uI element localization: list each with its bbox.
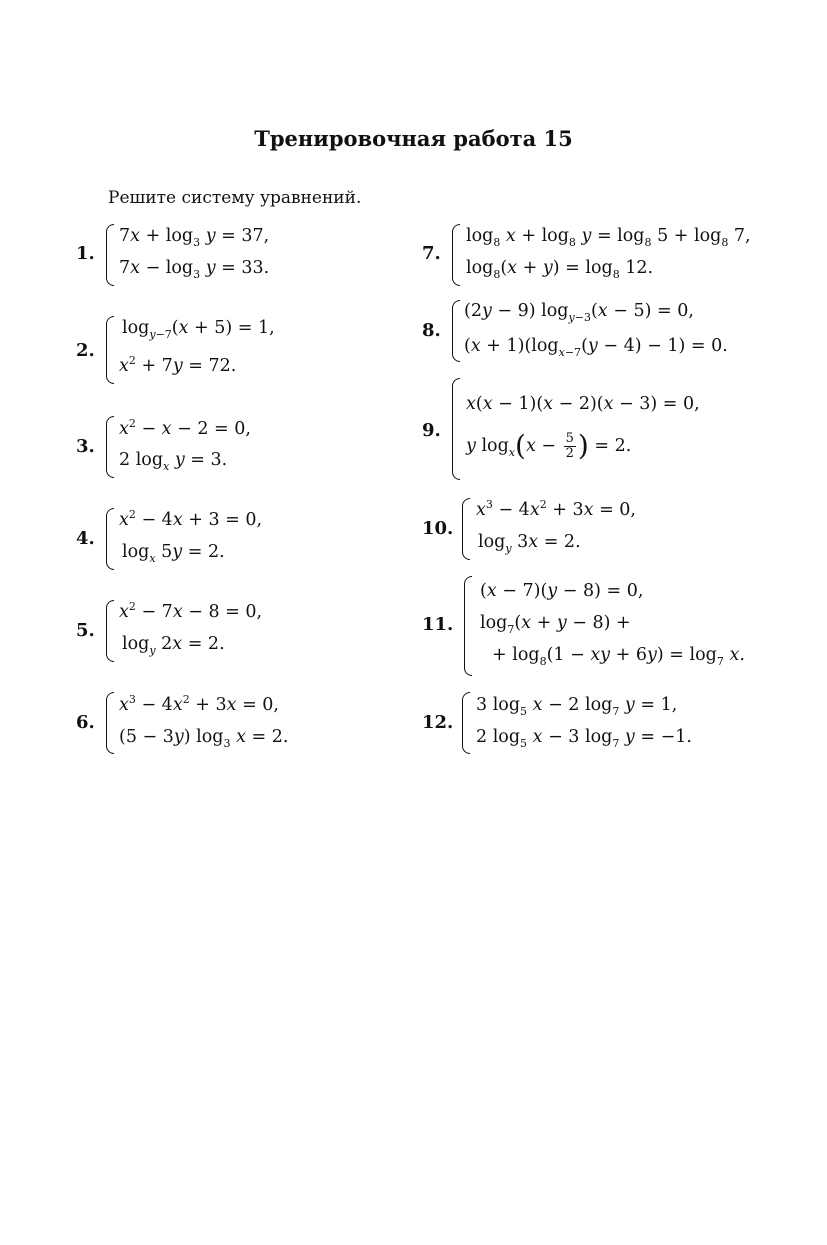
equation-line: (5 − 3y) $\log_3 x = 2$. [119, 727, 289, 750]
equation-line: $x^3 - 4x^2 + 3x = 0$, [476, 498, 636, 520]
system-brace [452, 224, 460, 286]
problem-number: 8. [422, 320, 441, 341]
system-brace [106, 316, 114, 384]
problem-number: 12. [422, 712, 454, 733]
problem-number: 2. [76, 340, 95, 361]
equation-line: 2 $\log_5 x - 3$ $\log_7 y = -1$. [476, 727, 692, 750]
equation-line: $x^3 - 4x^2 + 3x = 0$, [119, 693, 279, 715]
system-brace [452, 300, 460, 362]
problem-number: 1. [76, 243, 95, 264]
equation-line: x(x − 1)(x − 2)(x − 3) = 0, [466, 394, 700, 414]
problem-number: 3. [76, 436, 95, 457]
equation-line: $7x + \log_3 y = 37$, [119, 226, 270, 249]
problem-number: 6. [76, 712, 95, 733]
equation-line: + $\log_8(1$ − xy + $6y) = \log_7 x$. [492, 645, 745, 668]
equation-line: $7x - \log_3 y = 33$. [119, 258, 270, 281]
equation-line: $x^2 - 7x - 8 = 0$, [119, 600, 263, 622]
system-brace [106, 416, 114, 478]
system-brace [452, 378, 460, 480]
equation-line: $x^2 - 4x + 3 = 0$, [119, 508, 263, 530]
equation-line: $\log_7(x + y - 8)$ + [480, 613, 631, 636]
equation-line: y $\log_x(x$ − $\frac{5}{2}$ ) = 2. [466, 429, 632, 462]
problem-number: 10. [422, 518, 454, 539]
system-brace [462, 692, 470, 754]
problem-number: 7. [422, 243, 441, 264]
equation-line: 3 $\log_5 x - 2$ $\log_7 y = 1$, [476, 695, 678, 718]
system-brace [106, 224, 114, 286]
problem-number: 4. [76, 528, 95, 549]
equation-line: $\log_8 x + \log_8 y = \log_8 5 + \log_8 7$, [466, 226, 751, 249]
equation-line: $x^2 + 7y = 72$. [119, 354, 237, 376]
equation-line: $\log_y 2x = 2$. [122, 634, 225, 657]
problem-number: 11. [422, 614, 454, 635]
system-brace [106, 692, 114, 754]
instruction: Решите систему уравнений. [108, 188, 362, 208]
problem-number: 9. [422, 420, 441, 441]
system-brace [462, 498, 470, 560]
equation-line: $(x + 1)(\log_{x-7}(y - 4) - 1) = 0$. [464, 336, 728, 359]
equation-line: $\log_8(x + y) = \log_8 12$. [466, 258, 654, 281]
system-brace [106, 508, 114, 570]
equation-line: 2 $\log_x y = 3$. [119, 450, 228, 473]
problem-number: 5. [76, 620, 95, 641]
fraction: $\frac{5}{2}$ [565, 431, 574, 461]
page-title: Тренировочная работа 15 [254, 126, 573, 151]
equation-line: $\log_{y-7}(x + 5) = 1$, [122, 318, 275, 341]
equation-line: (x − 7)(y − 8) = 0, [480, 581, 644, 601]
system-brace [106, 600, 114, 662]
equation-line: $\log_x 5y = 2$. [122, 542, 225, 565]
system-brace [464, 576, 472, 676]
equation-line: $x^2 - x - 2 = 0$, [119, 417, 251, 439]
equation-line: $\log_y 3x = 2$. [478, 532, 581, 555]
equation-line: (2y − 9) $\log_{y-3}(x - 5) = 0$, [464, 301, 694, 324]
